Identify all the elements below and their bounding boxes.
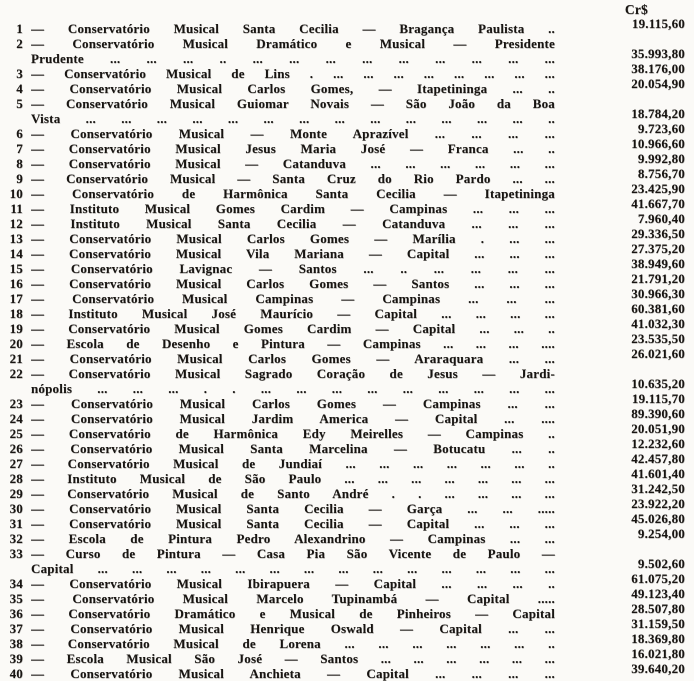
row-text: Instituto Musical Gomes Cardim — Campinas ... ... ... [69, 201, 555, 216]
row-value: 31.159,50 [631, 616, 685, 631]
row-text: Instituto Musical José Maurício — Capital ... ... ... ... [68, 306, 555, 321]
row-entry [31, 291, 585, 306]
row-entry [31, 486, 585, 501]
list-item [2, 16, 690, 36]
row-number: 10 [9, 186, 23, 201]
row-line [31, 186, 585, 201]
row-value: 23.425,90 [631, 181, 685, 196]
row-line [31, 126, 585, 141]
row-entry [31, 246, 585, 261]
row-number: 35 [9, 591, 23, 606]
row-value: 38.176,00 [631, 61, 685, 76]
row-entry [31, 501, 585, 516]
row-line [31, 426, 585, 441]
em-dash: — [31, 396, 45, 411]
row-continuation-line: Vista ... ... ... ... ... ... ... ... ... ... ... ... ... .. [31, 111, 555, 126]
row-entry [31, 66, 585, 81]
row-number: 26 [9, 441, 23, 456]
em-dash: — [31, 411, 45, 426]
row-text: Conservatório Musical Santa Cecilia — Bragança Paulista .. [67, 21, 555, 36]
row-text: Conservatório Musical Campinas — Campinas ... ... ... [72, 291, 556, 306]
row-line [31, 531, 585, 546]
row-entry [31, 651, 585, 666]
row-value: 19.115,60 [631, 16, 685, 31]
row-value: 35.993,80 [631, 46, 685, 61]
row-line [31, 591, 585, 606]
em-dash: — [31, 501, 45, 516]
row-value: 9.723,60 [637, 121, 685, 136]
row-line [31, 351, 585, 366]
row-entry [31, 471, 585, 486]
row-number: 17 [9, 291, 23, 306]
row-text: Conservatório de Harmônica Santa Cecilia — Itapetininga [72, 186, 555, 201]
row-value: 10.635,20 [631, 376, 685, 391]
row-line [31, 651, 585, 666]
row-entry [31, 126, 585, 141]
row-line [31, 486, 585, 501]
row-entry [31, 156, 585, 171]
currency-header: Cr$ [624, 2, 648, 17]
em-dash: — [31, 366, 45, 381]
row-text: Conservatório Musical de Lorena ... ... ... ... ... ... .. [67, 636, 555, 651]
row-number: 22 [9, 366, 23, 381]
row-value: 27.375,20 [631, 241, 685, 256]
em-dash: — [31, 321, 45, 336]
row-text: Conservatório Musical Marcelo Tupinambá — Capital ..... [72, 591, 555, 606]
row-text: Instituto Musical de São Paulo ... ... ... ... ... ... ... [67, 471, 556, 486]
row-line [31, 501, 585, 516]
em-dash: — [31, 531, 45, 546]
row-number: 30 [9, 501, 23, 516]
row-number: 13 [9, 231, 23, 246]
row-text: Conservatório Musical Santa Cecilia — Capital ... ... ... [69, 516, 556, 531]
em-dash: — [31, 201, 45, 216]
row-number: 11 [10, 201, 23, 216]
row-continuation-line: Capital ... ... ... ... ... ... ... ... ... ... ... ... ... ... [31, 561, 555, 576]
row-line [31, 666, 585, 681]
row-entry [31, 621, 585, 636]
row-value: 9.992,80 [637, 151, 685, 166]
row-value: 18.784,20 [631, 106, 685, 121]
row-value: 42.457,80 [631, 451, 685, 466]
row-entry [31, 531, 585, 546]
row-number: 23 [9, 396, 23, 411]
em-dash: — [31, 171, 45, 186]
row-number: 32 [9, 531, 23, 546]
row-line [31, 156, 585, 171]
row-entry [31, 171, 585, 186]
row-entry [31, 36, 585, 66]
row-entry [31, 276, 585, 291]
row-number: 1 [16, 21, 23, 36]
row-text: Conservatório Musical — Monte Aprazível ... ... ... ... [70, 126, 555, 141]
row-number: 12 [9, 216, 23, 231]
row-text: Conservatório Lavignac — Santos ... .. ... ... ... ... [70, 261, 556, 276]
row-number: 28 [9, 471, 23, 486]
row-number: 37 [9, 621, 23, 636]
row-line [31, 336, 585, 351]
row-number: 36 [9, 606, 23, 621]
row-entry [31, 216, 585, 231]
em-dash: — [31, 441, 45, 456]
row-entry [31, 306, 585, 321]
row-line [31, 366, 585, 381]
row-line [31, 141, 585, 156]
row-entry [31, 186, 585, 201]
row-entry [31, 636, 585, 651]
row-number: 7 [16, 141, 23, 156]
row-text: Conservatório Musical Carlos Gomes — Marília . ... ... [69, 231, 555, 246]
row-line [31, 306, 585, 321]
row-line [31, 621, 585, 636]
row-entry [31, 411, 585, 426]
em-dash: — [31, 486, 45, 501]
row-entry [31, 456, 585, 471]
em-dash: — [31, 591, 45, 606]
row-text: Curso de Pintura — Casa Pia São Vicente de Paulo — [65, 546, 555, 561]
row-value: 49.123,40 [631, 586, 685, 601]
row-text: Conservatório Musical de Santo André . . ... ... ... ... [67, 486, 555, 501]
row-number: 2 [16, 36, 23, 51]
em-dash: — [31, 516, 45, 531]
em-dash: — [31, 351, 45, 366]
row-number: 24 [9, 411, 23, 426]
row-line [31, 231, 585, 246]
row-entry [31, 21, 585, 36]
row-line [31, 171, 585, 186]
em-dash: — [31, 576, 45, 591]
em-dash: — [31, 156, 45, 171]
row-text: Conservatório Musical Santa Marcelina — Botucatu ... .. [70, 441, 555, 456]
row-entry [31, 576, 585, 591]
row-line [31, 636, 585, 651]
row-text: Conservatório Musical Carlos Gomes, — Itapetininga ... .. [69, 81, 555, 96]
row-value: 31.242,50 [631, 481, 685, 496]
row-value: 89.390,60 [631, 406, 685, 421]
row-number: 20 [9, 336, 23, 351]
row-text: Instituto Musical Santa Cecilia — Catanduva ... ... ... [70, 216, 555, 231]
row-value: 26.021,60 [631, 346, 685, 361]
row-value: 21.791,20 [631, 271, 685, 286]
em-dash: — [31, 21, 45, 36]
row-entry [31, 546, 585, 576]
row-value: 8.756,70 [637, 166, 685, 181]
row-line [31, 546, 585, 561]
row-text: Escola de Pintura Pedro Alexandrino — Campinas ... ... [68, 531, 555, 546]
list-item [2, 526, 690, 546]
row-text: Escola Musical São José — Santos ... ... ... ... ... ... [66, 651, 555, 666]
em-dash: — [31, 651, 45, 666]
row-value: 16.021,80 [631, 646, 685, 661]
em-dash: — [31, 231, 45, 246]
row-text: Conservatório Musical Henrique Oswald — Capital ... ... [70, 621, 556, 636]
row-text: Conservatório Musical Ibirapuera — Capital ... ... ... .. [69, 576, 555, 591]
row-number: 3 [16, 66, 23, 81]
row-text: Conservatório Musical — Santa Cruz do Rio Pardo ... ... [66, 171, 555, 186]
row-value: 10.966,60 [631, 136, 685, 151]
entry-list [2, 16, 690, 681]
row-entry [31, 96, 585, 126]
row-entry [31, 516, 585, 531]
row-text: Conservatório Musical Santa Cecilia — Garça ... ... ..... [69, 501, 556, 516]
em-dash: — [31, 471, 45, 486]
row-text: Escola de Desenho e Pintura — Campinas ... ... ... .... [66, 336, 555, 351]
row-value: 20.051,90 [631, 421, 685, 436]
row-number: 19 [9, 321, 23, 336]
row-line [31, 606, 585, 621]
row-number: 5 [16, 96, 23, 111]
row-value: 9.502,60 [637, 556, 685, 571]
row-number: 31 [9, 516, 23, 531]
row-entry [31, 396, 585, 411]
row-number: 15 [9, 261, 23, 276]
list-item [2, 661, 690, 681]
row-value: 29.336,50 [631, 226, 685, 241]
row-text: Conservatório Musical Anchieta — Capital ... ... ... ... [70, 666, 556, 681]
row-line [31, 66, 585, 81]
row-number: 33 [9, 546, 23, 561]
row-text: Conservatório Musical Carlos Gomes — Campinas ... ... [70, 396, 556, 411]
row-line [31, 81, 585, 96]
row-text: Conservatório Musical Carlos Gomes — Araraquara ... ... [69, 351, 555, 366]
row-line [31, 246, 585, 261]
row-value: 30.966,30 [631, 286, 685, 301]
row-value: 19.115,70 [631, 391, 685, 406]
row-value: 18.369,80 [631, 631, 685, 646]
em-dash: — [31, 666, 45, 681]
row-number: 6 [16, 126, 23, 141]
row-text: Conservatório Musical Sagrado Coração de Jesus — Jardi- [68, 366, 555, 381]
row-value: 12.232,60 [631, 436, 685, 451]
em-dash: — [31, 291, 45, 306]
row-entry [31, 366, 585, 396]
em-dash: — [31, 456, 45, 471]
row-entry [31, 141, 585, 156]
row-value: 41.601,40 [631, 466, 685, 481]
row-value: 61.075,20 [631, 571, 685, 586]
row-text: Conservatório Musical Dramático e Musical — Presidente [72, 36, 555, 51]
row-line [31, 321, 585, 336]
row-line [31, 261, 585, 276]
row-entry [31, 81, 585, 96]
row-text: Conservatório de Harmônica Edy Meirelles — Campinas .. [68, 426, 556, 441]
row-text: Conservatório Musical Carlos Gomes — Santos ... ... ... [69, 276, 555, 291]
row-value: 20.054,90 [631, 76, 685, 91]
em-dash: — [31, 426, 45, 441]
em-dash: — [31, 81, 45, 96]
row-line [31, 276, 585, 291]
row-entry [31, 606, 585, 621]
list-item [2, 76, 690, 96]
em-dash: — [31, 66, 45, 81]
row-value: 41.032,30 [631, 316, 685, 331]
row-continuation-line: Prudente ... ... ... .. ... ... ... ... ... ... ... ... ... [31, 51, 555, 66]
row-number: 39 [9, 651, 23, 666]
row-text: Conservatório Musical Jesus Maria José — Franca ... .. [68, 141, 555, 156]
row-number: 8 [16, 156, 23, 171]
row-entry [31, 201, 585, 216]
row-entry [31, 666, 585, 681]
row-text: Conservatório Musical de Lins . ... ... ... ... ... ... ... ... [64, 66, 555, 81]
row-value: 39.640,20 [631, 661, 685, 676]
row-text: Conservatório Musical Jardim America — Capital ... .... [70, 411, 556, 426]
em-dash: — [31, 606, 45, 621]
em-dash: — [31, 186, 45, 201]
row-text: Conservatório Musical Gomes Cardim — Capital ... ... .. [68, 321, 555, 336]
row-text: Conservatório Dramático e Musical de Pinheiros — Capital [68, 606, 556, 621]
row-line [31, 291, 585, 306]
row-line [31, 576, 585, 591]
row-number: 14 [9, 246, 23, 261]
row-number: 4 [16, 81, 23, 96]
list-item [2, 346, 690, 366]
row-value: 38.949,60 [631, 256, 685, 271]
row-value: 9.254,00 [637, 526, 685, 541]
row-number: 38 [9, 636, 23, 651]
row-line [31, 36, 585, 51]
row-continuation-line: nópolis ... ... ... . . ... ... ... ... ... ... ... ... ... [31, 381, 555, 396]
row-value: 23.922,20 [631, 496, 685, 511]
row-number: 18 [9, 306, 23, 321]
row-line [31, 216, 585, 231]
em-dash: — [31, 36, 45, 51]
row-line [31, 441, 585, 456]
row-entry [31, 336, 585, 351]
em-dash: — [31, 306, 45, 321]
row-line [31, 411, 585, 426]
em-dash: — [31, 336, 45, 351]
row-text: Conservatório Musical Guiomar Novais — São João da Boa [65, 96, 555, 111]
row-number: 34 [9, 576, 23, 591]
row-number: 9 [16, 171, 23, 186]
row-text: Conservatório Musical Vila Mariana — Capital ... ... ... [69, 246, 555, 261]
row-entry [31, 426, 585, 441]
row-value: 7.960,40 [637, 211, 685, 226]
row-number: 21 [9, 351, 23, 366]
row-text: Conservatório Musical de Jundiaí ... ... ... ... ... ... .. [67, 456, 555, 471]
em-dash: — [31, 276, 45, 291]
row-value: 60.381,60 [631, 301, 685, 316]
row-text: Conservatório Musical — Catanduva ... ... ... ... ... ... [68, 156, 555, 171]
row-entry [31, 351, 585, 366]
row-entry [31, 321, 585, 336]
row-entry [31, 231, 585, 246]
row-entry [31, 591, 585, 606]
row-number: 16 [9, 276, 23, 291]
row-line [31, 96, 585, 111]
em-dash: — [31, 546, 45, 561]
row-line [31, 396, 585, 411]
em-dash: — [31, 141, 45, 156]
em-dash: — [31, 621, 45, 636]
row-entry [31, 261, 585, 276]
row-line [31, 471, 585, 486]
row-line [31, 21, 585, 36]
em-dash: — [31, 126, 45, 141]
em-dash: — [31, 636, 45, 651]
row-number: 40 [9, 666, 23, 681]
row-number: 29 [9, 486, 23, 501]
row-entry [31, 441, 585, 456]
row-value: 45.026,80 [631, 511, 685, 526]
em-dash: — [31, 216, 45, 231]
row-value: 28.507,80 [631, 601, 685, 616]
em-dash: — [31, 246, 45, 261]
row-line [31, 201, 585, 216]
row-number: 27 [9, 456, 23, 471]
row-value: 23.535,50 [631, 331, 685, 346]
row-number: 25 [9, 426, 23, 441]
row-line [31, 516, 585, 531]
em-dash: — [31, 261, 45, 276]
row-value: 41.667,70 [631, 196, 685, 211]
row-line [31, 456, 585, 471]
em-dash: — [31, 96, 45, 111]
